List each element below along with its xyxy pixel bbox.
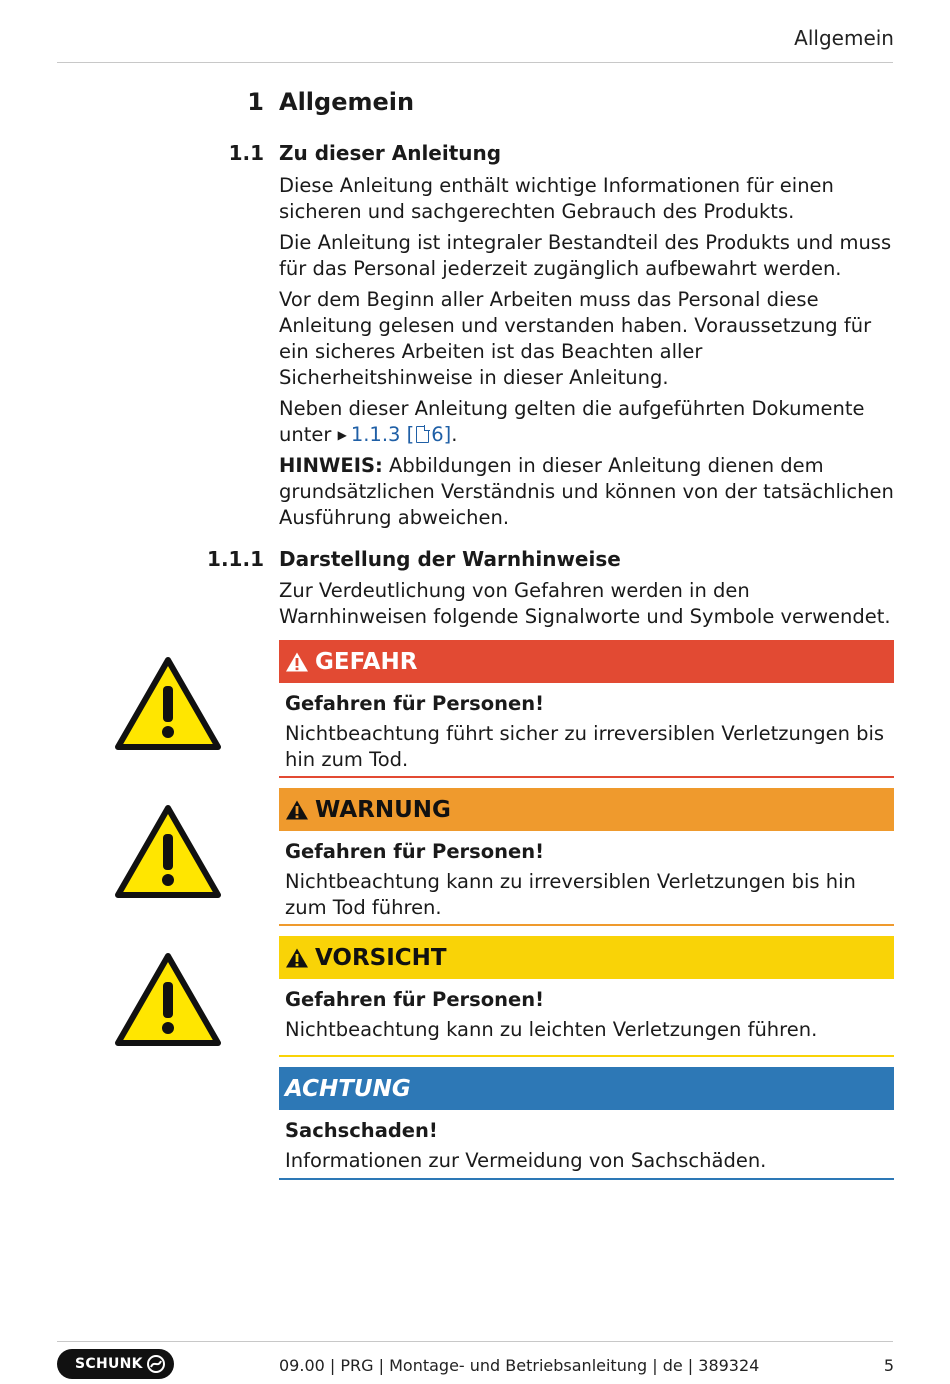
subsubsection-number: 1.1.1	[207, 547, 264, 571]
notice-heading: Gefahren für Personen!	[285, 988, 545, 1011]
paragraph-with-reference	[279, 396, 894, 448]
signal-word: GEFAHR	[315, 648, 418, 675]
note-label: HINWEIS:	[279, 454, 383, 477]
paragraph-text: Neben dieser Anleitung gelten die aufgeführten Dokumente unter	[279, 397, 865, 446]
page-icon	[416, 426, 429, 443]
signal-word: ACHTUNG	[285, 1075, 411, 1102]
danger-signal-bar	[279, 640, 894, 683]
notice-bottom-rule	[279, 924, 894, 926]
subsubsection-title: Darstellung der Warnhinweise	[279, 547, 621, 571]
notice-bottom-rule	[279, 776, 894, 778]
section-number: 1	[247, 88, 264, 116]
warning-triangle-icon	[285, 651, 309, 673]
note-text: Abbildungen in dieser Anleitung dienen dem grundsätzlichen Verständnis und können von der tatsächlichen Ausführung abweichen.	[279, 454, 894, 529]
notice-bottom-rule	[279, 1055, 894, 1057]
note-paragraph	[279, 453, 894, 531]
notice-text: Nichtbeachtung kann zu irreversiblen Verletzungen bis hin zum Tod führen.	[285, 870, 856, 919]
logo-mark-icon	[146, 1354, 166, 1374]
cross-reference-page: 6]	[431, 423, 452, 446]
subsection-number: 1.1	[228, 141, 264, 165]
warning-sign-icon	[114, 656, 222, 752]
cross-reference-target: 1.1.3 [	[350, 423, 415, 446]
cross-reference-arrow-icon: ▶	[337, 428, 347, 442]
notice-heading: Gefahren für Personen!	[285, 692, 545, 715]
logo-text: SCHUNK	[75, 1356, 143, 1372]
warning-sign-icon	[114, 952, 222, 1048]
paragraph: Vor dem Beginn aller Arbeiten muss das Personal diese Anleitung gelesen und verstanden haben. Voraussetzung für ein sicheres Arbeiten ist das Beachten aller Sicherheitshinweise in dieser Anleitung.	[279, 288, 872, 389]
notice-heading: Gefahren für Personen!	[285, 840, 545, 863]
warning-notice	[279, 788, 894, 928]
warning-sign-icon	[114, 804, 222, 900]
notice-text: Informationen zur Vermeidung von Sachschäden.	[285, 1149, 767, 1172]
paragraph: Zur Verdeutlichung von Gefahren werden in den Warnhinweisen folgende Signalworte und Symbole verwendet.	[279, 579, 891, 628]
notice-heading: Sachschaden!	[285, 1119, 438, 1142]
subsection-title: Zu dieser Anleitung	[279, 141, 502, 165]
subsubsection-intro	[279, 578, 894, 635]
warning-triangle-icon	[285, 799, 309, 821]
notice-bottom-rule	[279, 1178, 894, 1180]
running-header: Allgemein	[794, 26, 894, 50]
notice-signal-bar	[279, 1067, 894, 1110]
warning-triangle-icon	[285, 947, 309, 969]
footer-divider	[57, 1341, 893, 1342]
header-divider	[57, 62, 893, 63]
notice-text: Nichtbeachtung führt sicher zu irreversiblen Verletzungen bis hin zum Tod.	[285, 722, 885, 771]
warning-signal-bar	[279, 788, 894, 831]
signal-word: VORSICHT	[315, 944, 447, 971]
section-title: Allgemein	[279, 88, 415, 116]
page-number: 5	[883, 1356, 894, 1375]
punctuation: .	[451, 423, 458, 446]
subsection-body	[279, 173, 894, 536]
caution-signal-bar	[279, 936, 894, 979]
signal-word: WARNUNG	[315, 796, 451, 823]
danger-notice	[279, 640, 894, 780]
document-info: 09.00 | PRG | Montage- und Betriebsanleitung | de | 389324	[279, 1356, 760, 1375]
caution-notice	[279, 936, 894, 1058]
paragraph: Diese Anleitung enthält wichtige Informationen für einen sicheren und sachgerechten Gebrauch des Produkts.	[279, 174, 834, 223]
notice-text: Nichtbeachtung kann zu leichten Verletzungen führen.	[285, 1018, 818, 1041]
company-logo	[57, 1349, 174, 1379]
cross-reference-link[interactable]	[351, 423, 451, 446]
notice-property-damage	[279, 1067, 894, 1183]
paragraph: Die Anleitung ist integraler Bestandteil des Produkts und muss für das Personal jederzeit zugänglich aufbewahrt werden.	[279, 231, 892, 280]
